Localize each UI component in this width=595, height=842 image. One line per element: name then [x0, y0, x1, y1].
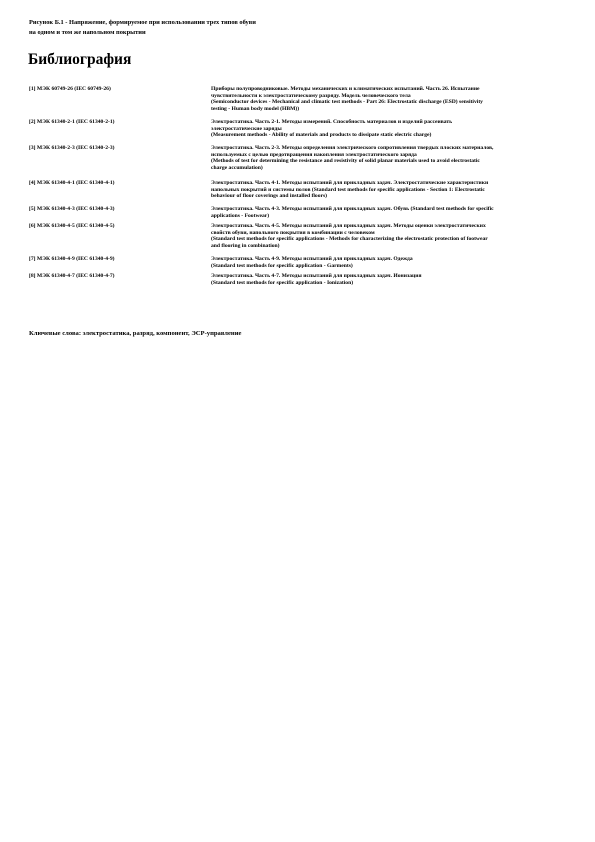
description-line: чувствительности к электростатическому разряду. Модель человеческого тела [211, 92, 411, 99]
reference-description [211, 119, 563, 139]
description-line: Электростатика. Часть 4-1. Методы испытаний для прикладных задач. Электростатические характеристики [211, 180, 489, 186]
reference-description [211, 273, 563, 286]
description-line: напольных покрытий и системы полов (Standard test methods for specific applications - Section 1: Electrostatic [211, 186, 485, 193]
description-line: Электростатика. Часть 4-9. Методы испытаний для прикладных задач. Одежда [211, 256, 413, 262]
reference-number: [8] МЭК 61340-4-7 (IEC 61340-4-7) [29, 273, 115, 279]
description-line: электростатические заряды [211, 125, 282, 132]
reference-number: [5] МЭК 61340-4-3 (IEC 61340-4-3) [29, 206, 115, 212]
description-line: Электростатика. Часть 2-1. Методы измерений. Способность материалов и изделий рассеивать [211, 119, 453, 125]
reference-number: [4] МЭК 61340-4-1 (IEC 61340-4-1) [29, 180, 115, 186]
description-line: behaviour of floor coverings and installed floors) [211, 193, 328, 199]
description-line: свойств обуви, напольного покрытия в комбинации с человеком [211, 229, 375, 236]
description-line: (Standard test methods for specific application - Garments) [211, 262, 353, 269]
description-line: Электростатика. Часть 4-3. Методы испытаний для прикладных задач. Обувь (Standard test methods for specific [211, 206, 494, 212]
description-line: testing - Human body model (HBM)) [211, 105, 300, 112]
reference-description [211, 223, 563, 249]
description-line: applications - Footwear) [211, 212, 270, 219]
description-line: charge accumulation) [211, 164, 263, 171]
reference-number: [1] МЭК 60749-26 (IEC 60749-26) [29, 86, 111, 92]
description-line: (Semiconductor devices - Mechanical and climatic test methods - Part 26: Electrostatic discharge (ESD) sensitivity [211, 99, 483, 105]
reference-description [211, 145, 563, 171]
reference-description [211, 206, 563, 219]
description-line: Электростатика. Часть 4-5. Методы испытаний для прикладных задач. Методы оценки электростатических [211, 223, 486, 229]
description-line: (Standard test methods for specific applications - Methods for characterizing the electrostatic protection of footwear [211, 236, 488, 242]
reference-number: [3] МЭК 61340-2-3 (IEC 61340-2-3) [29, 145, 115, 151]
reference-number: [6] МЭК 61340-4-5 (IEC 61340-4-5) [29, 223, 115, 229]
description-line: Приборы полупроводниковые. Методы механических и климатических испытаний. Часть 26. Испытание [211, 86, 480, 92]
description-line: Электростатика. Часть 2-3. Методы определения электрического сопротивления твердых плоских материалов, [211, 145, 494, 151]
keywords-line: Ключевые слова: электростатика, разряд, компонент, ЭСР-управление [29, 330, 242, 337]
reference-number: [7] МЭК 61340-4-9 (IEC 61340-4-9) [29, 256, 115, 262]
figure-caption [29, 18, 549, 38]
reference-description [211, 180, 563, 200]
description-line: and flooring in combination) [211, 242, 280, 249]
description-line: (Standard test methods for specific application - Ionization) [211, 279, 354, 286]
description-line: используемых с целью предотвращения накопления электростатического заряда [211, 151, 417, 158]
description-line: (Methods of test for determining the resistance and resistivity of solid planar materials used to avoid electrostatic [211, 158, 480, 164]
description-line: (Measurement methods - Ability of materials and products to dissipate static electric charge) [211, 132, 432, 138]
description-line: Электростатика. Часть 4-7. Методы испытаний для прикладных задач. Ионизация [211, 273, 422, 279]
reference-number: [2] МЭК 61340-2-1 (IEC 61340-2-1) [29, 119, 115, 125]
reference-description [211, 86, 563, 112]
figure-caption-line: на одном и том же напольном покрытии [29, 29, 146, 36]
figure-caption-line: Рисунок Б.1 - Напряжение, формируемое при использовании трех типов обуви [29, 19, 256, 26]
section-heading: Библиография [28, 51, 132, 68]
reference-description [211, 256, 563, 269]
